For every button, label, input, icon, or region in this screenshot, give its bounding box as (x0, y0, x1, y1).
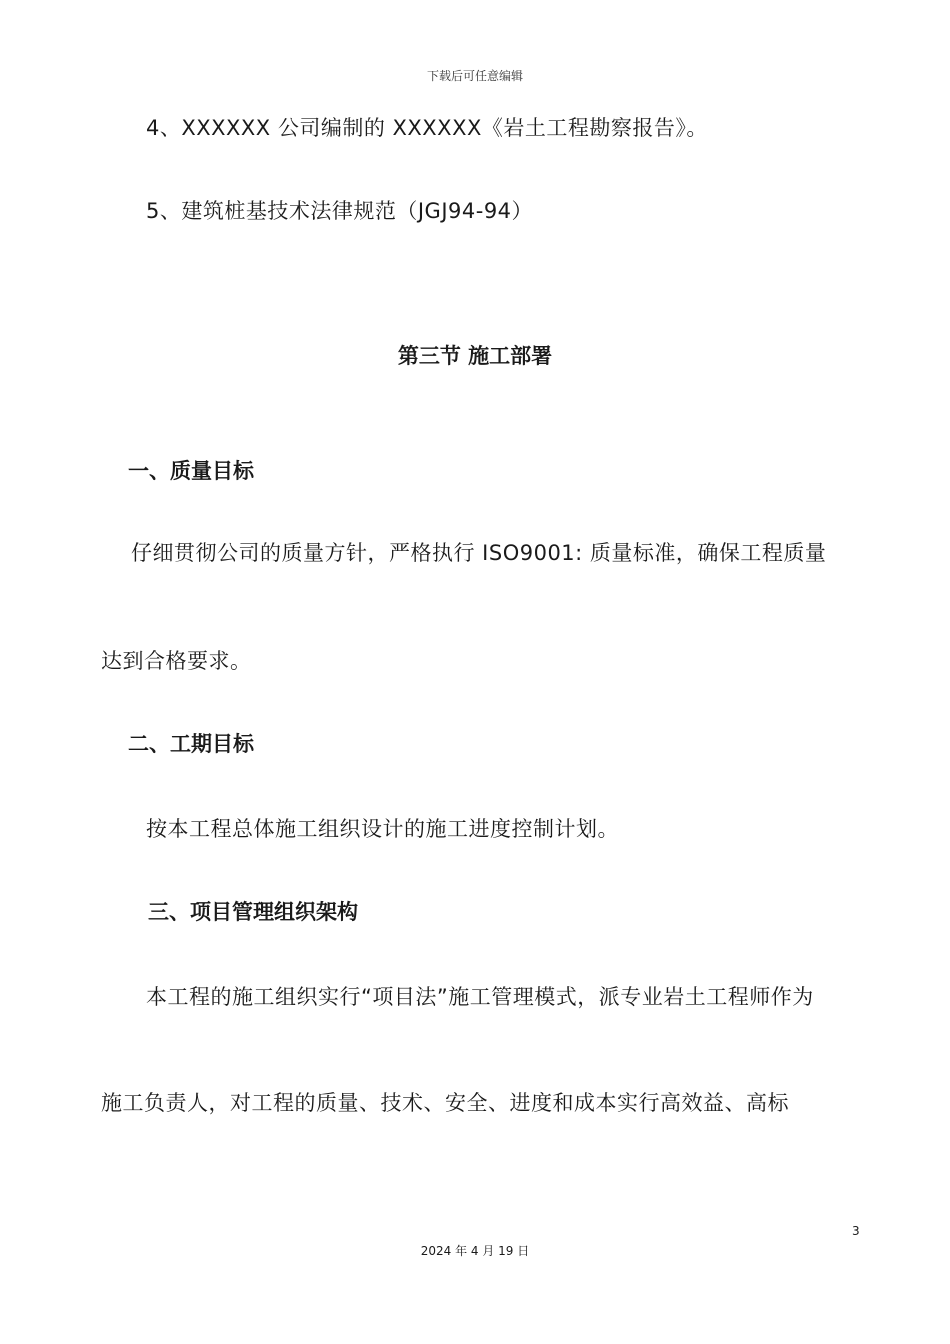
heading-quality-target: 一、质量目标 (128, 459, 254, 483)
page-number: 3 (852, 1224, 860, 1238)
organization-paragraph-line-1: 本工程的施工组织实行“项目法”施工管理模式，派专业岩土工程师作为 (146, 985, 814, 1009)
organization-paragraph-line-2: 施工负责人，对工程的质量、技术、安全、进度和成本实行高效益、高标 (101, 1091, 789, 1115)
section-title: 第三节 施工部署 (397, 344, 553, 368)
reference-item-5: 5、建筑桩基技术法律规范（JGJ94-94） (146, 199, 534, 223)
quality-paragraph-line-2: 达到合格要求。 (101, 649, 252, 673)
reference-item-4: 4、XXXXXX 公司编制的 XXXXXX《岩土工程勘察报告》。 (146, 116, 708, 140)
quality-paragraph-line-1: 仔细贯彻公司的质量方针，严格执行 ISO9001: 质量标准，确保工程质量 (131, 541, 827, 565)
heading-project-organization: 三、项目管理组织架构 (148, 900, 358, 924)
footer-date: 2024 年 4 月 19 日 (420, 1244, 530, 1258)
schedule-paragraph: 按本工程总体施工组织设计的施工进度控制计划。 (146, 817, 619, 841)
page-header: 下载后可任意编辑 (426, 69, 523, 83)
heading-schedule-target: 二、工期目标 (128, 732, 254, 756)
